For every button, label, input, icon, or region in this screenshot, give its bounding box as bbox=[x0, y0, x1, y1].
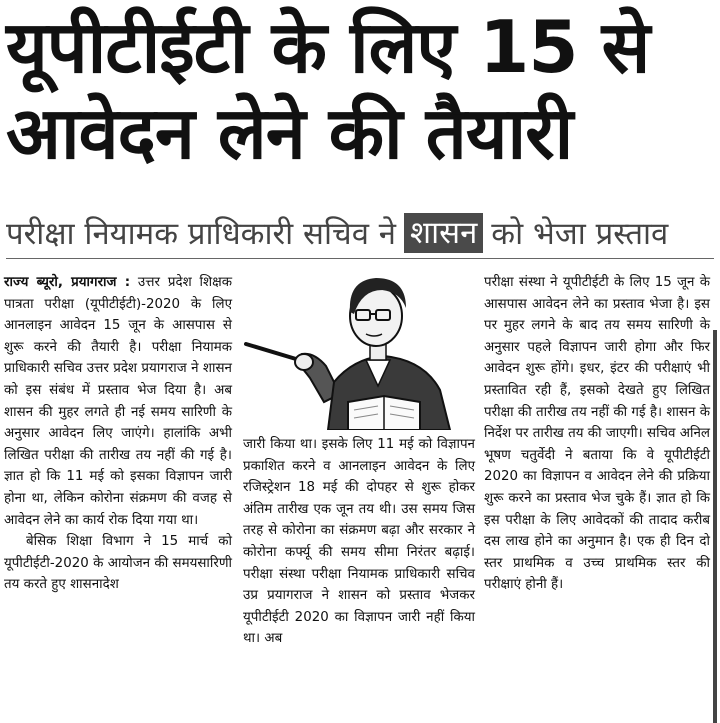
headline-line-1: यूपीटीईटी के लिए 15 से bbox=[6, 5, 650, 89]
subheadline bbox=[6, 212, 714, 254]
page-edge-line bbox=[713, 330, 717, 723]
column-1-paragraph-2: बेसिक शिक्षा विभाग ने 15 मार्च को यूपीटीईटी-2020 के आयोजन की समयसारिणी तय करते हुए शासनादेश bbox=[4, 534, 232, 593]
headline-line-2: आवेदन लेने की तैयारी bbox=[6, 91, 573, 175]
subheadline-divider bbox=[6, 258, 714, 259]
subheadline-text-after: को भेजा प्रस्ताव bbox=[491, 216, 669, 252]
article-column-3 bbox=[484, 272, 710, 596]
subheadline-text-before: परीक्षा नियामक प्राधिकारी सचिव ने bbox=[6, 216, 396, 252]
column-1-paragraph-1: उत्तर प्रदेश शिक्षक पात्रता परीक्षा (यूपीटीईटी)-2020 के लिए आनलाइन आवेदन 15 जून के आसपास से शुरू करने की तैयारी है। परीक्षा नियामक प्राधिकारी सचिव उत्तर प्रदेश प्रयागराज ने शासन को इस संबंध में प्रस्ताव भेज दिया है। अब शासन की मुहर लगते ही नई समय सारिणी के अनुसार आवेदन लिए जाएंगे। हालांकि अभी लिखित परीक्षा की तारीख तय नहीं की गई है। ज्ञात हो कि 11 मई को इसका विज्ञापन जारी होना था, लेकिन कोरोना संक्रमण की वजह से आवेदन लेने का कार्य रोक दिया गया था। bbox=[4, 275, 232, 528]
subheadline-highlight: शासन bbox=[404, 213, 483, 253]
article-column-1 bbox=[4, 272, 232, 596]
column-2-paragraph: जारी किया था। इसके लिए 11 मई को विज्ञापन प्रकाशित करने व आनलाइन आवेदन के लिए रजिस्ट्रेशन 18 मई की दोपहर से शुरू होकर अंतिम तारीख एक जून तय थी। उस समय जिस तरह से कोरोना का संक्रमण बढ़ा और सरकार ने कोरोना कर्फ्यू की समय सीमा निरंतर बढ़ाई। परीक्षा संस्था परीक्षा नियामक प्राधिकारी सचिव उप्र प्रयागराज ने शासन को प्रस्ताव भेजकर यूपीटीईटी 2020 का विज्ञापन जारी नहीं किया था। अब bbox=[243, 437, 475, 647]
headline bbox=[6, 4, 714, 176]
column-3-paragraph: परीक्षा संस्था ने यूपीटीईटी के लिए 15 जून के आसपास आवेदन लेने का प्रस्ताव भेजा है। इस पर मुहर लगने के बाद तय समय सारिणी के अनुसार पहले विज्ञापन जारी होगा और फिर आवेदन शुरू होंगे। इधर, इंटर की परीक्षाएं भी प्रस्तावित रही हैं, इसको देखते हुए लिखित परीक्षा की तारीख तय नहीं की गई है। शासन के निर्देश पर तारीख तय की जाएगी। सचिव अनिल भूषण चतुर्वेदी ने बताया कि वे यूपीटीईटी 2020 का विज्ञापन व आवेदन लेने की प्रक्रिया शुरू करने का प्रस्ताव भेज चुके हैं। ज्ञात हो कि इस परीक्षा के लिए आवेदकों की तादाद करीब दस लाख होने का अनुमान है। एक ही दिन दो स्तर प्राथमिक व उच्च प्राथमिक स्तर की परीक्षाएं होनी हैं। bbox=[484, 275, 710, 593]
byline: राज्य ब्यूरो, प्रयागराज : bbox=[4, 275, 131, 290]
teacher-with-pointer-illustration bbox=[244, 262, 470, 430]
article-column-2 bbox=[243, 434, 475, 650]
